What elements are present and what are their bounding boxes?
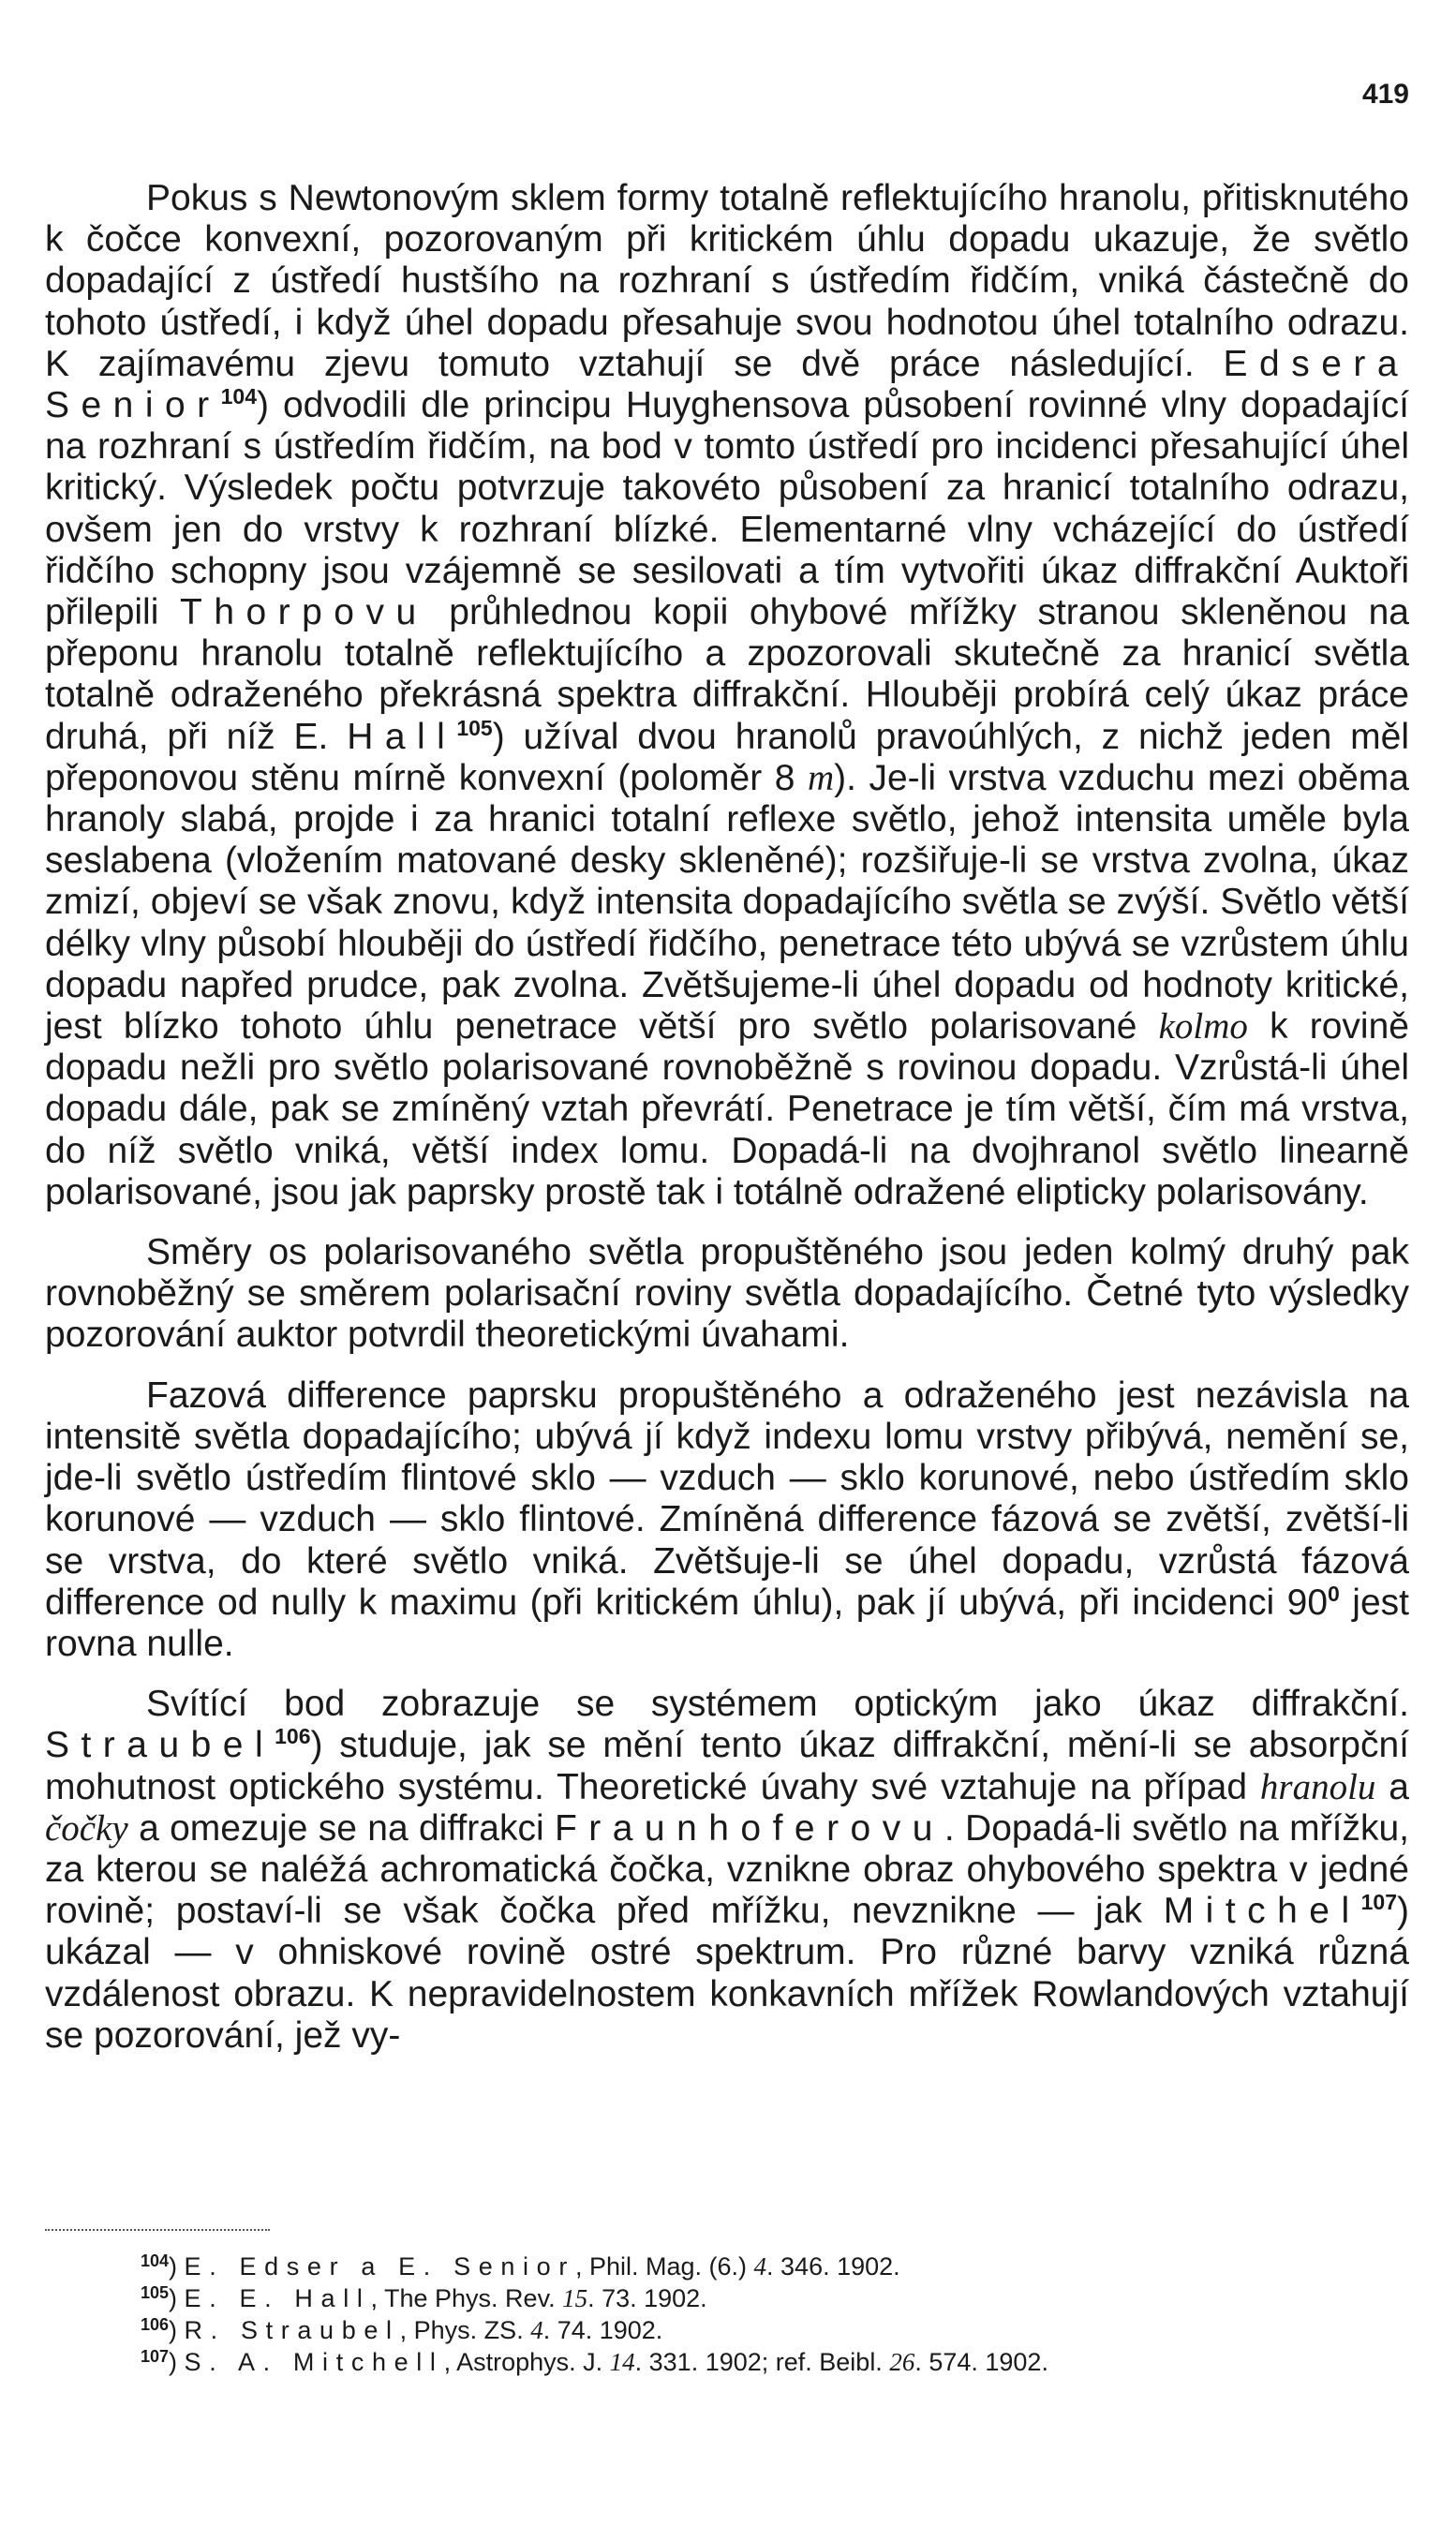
footnote-citation: , Phys. ZS. bbox=[399, 2316, 531, 2344]
footnote-mark: 107 bbox=[141, 2347, 170, 2366]
text-run: ). Je-li vrstva vzduchu mezi oběma hranoly slabá, projde i za hranici totalní reflexe světlo, jehož intensita uměle byla seslabena (vložením matované desky skleněné); rozšiřuje-li se vrstva zvolna, úkaz zmizí, objeví se však znovu, když intensita dopadajícího světla se zvýší. Světlo větší délky vlny působí hlouběji do ústředí řidčího, penetrace této ubývá se vzrůstem úhlu dopadu napřed prudce, pak zvolna. Zvětšujeme-li úhel dopadu od hodnoty kritické, jest blízko tohoto úhlu penetrace větší pro světlo polarisované bbox=[45, 757, 1409, 1048]
footnote-106: $^{106}$) R. Straubel, Phys. ZS. 4. 74. 1902. bbox=[141, 2315, 663, 2344]
emphasis: kolmo bbox=[1158, 1006, 1248, 1048]
text-run: ) užíval dvou hranolů pravoúhlých, z nichž jeden měl přeponovou stěnu mírně konvexní (poloměr 8 bbox=[45, 716, 1409, 798]
footnote-divider bbox=[45, 2229, 270, 2231]
author-name: Hall bbox=[347, 716, 457, 757]
text-run: . Dopadá-li světlo na mřížku, za kterou se naléžá achromatická čočka, vznikne obraz ohybového spektra v jedné rovině; postaví-li se však čočka před mřížku, nevznikne — jak bbox=[45, 1807, 1409, 1932]
author-name: Fraunhoferovu bbox=[554, 1807, 944, 1849]
text-run: Pokus s Newtonovým sklem formy totalně reflektujícího hranolu, přitisknutého k čočce konvexní, pozorovaným při kritickém úhlu dopadu ukazuje, že světlo dopadající z ústředí hustšího na rozhraní s ústředím řidčím, vniká částečně do tohoto ústředí, i když úhel dopadu přesahuje svou hodnotou úhel totalního odrazu. K zajímavému zjevu tomuto vztahují se dvě práce následující. bbox=[45, 178, 1409, 384]
footnote-pages: . 331. 1902; ref. Beibl. bbox=[634, 2348, 890, 2376]
footnote-volume: 4 bbox=[753, 2252, 767, 2281]
text-run: a bbox=[1375, 1766, 1409, 1807]
footnote-authors: E. E. Hall bbox=[184, 2284, 371, 2312]
author-name: Thorpovu bbox=[180, 592, 428, 633]
footnote-citation: , The Phys. Rev. bbox=[370, 2284, 563, 2312]
footnote-authors: S. A. Mitchell bbox=[184, 2348, 444, 2376]
footnote-ref: 106 bbox=[275, 1724, 311, 1749]
text-run: ) studuje, jak se mění tento úkaz diffrakční, mění-li se absorpční mohutnost optického systému. Theoretické úvahy své vztahuje na případ bbox=[45, 1725, 1409, 1807]
footnote-pages: . 73. 1902. bbox=[587, 2284, 707, 2312]
unit-symbol: m bbox=[807, 757, 835, 798]
footnote-mark: 105 bbox=[141, 2283, 170, 2302]
text-run: ) odvodili dle principu Huyghensova působení rovinné vlny dopadající na rozhraní s ústředím řidčím, na bod v tomto ústředí pro incidenci přesahující úhel kritický. Výsledek počtu potvrzuje takovéto působení za hranicí totalního odrazu, ovšem jen do vrstvy k rozhraní blízké. Elementarné vlny vcházející do ústředí řidčího schopny jsou vzájemně se sesilovati a tím vytvořiti úkaz diffrakční Auktoři přilepili bbox=[45, 385, 1409, 633]
footnotes bbox=[141, 2251, 1359, 2378]
emphasis: hranolu bbox=[1259, 1766, 1376, 1807]
footnote-authors: E. Edser a E. Senior bbox=[184, 2252, 575, 2281]
footnote-104: $^{104}$) E. Edser a E. Senior, Phil. Mag. (6.) 4. 346. 1902. bbox=[141, 2251, 900, 2281]
footnote-mark: 106 bbox=[141, 2315, 170, 2334]
author-name: Edsera Senior bbox=[45, 343, 1409, 426]
text-run: Směry os polarisovaného světla propuštěného jsou jeden kolmý druhý pak rovnoběžný se směrem polarisační roviny světla dopadajícího. Četné tyto výsledky pozorování auktor potvrdil theoretickými úvahami. bbox=[45, 1232, 1409, 1356]
footnote-pages: . 346. 1902. bbox=[766, 2252, 900, 2281]
text-run: Fazová difference paprsku propuštěného a odraženého jest nezávisla na intensitě světla dopadajícího; ubývá jí když indexu lomu vrstvy přibývá, nemění se, jde-li světlo ústředím flintové sklo — vzduch — sklo korunové, nebo ústředím sklo korunové — vzduch — sklo flintové. Zmíněná difference fázová se zvětší, zvětší-li se vrstva, do které světlo vniká. Zvětšuje-li se úhel dopadu, vzrůstá fázová difference od nully k maximu (při kritickém úhlu), pak jí ubývá, při incidenci 90 bbox=[45, 1374, 1409, 1623]
degree-mark: 0 bbox=[1328, 1581, 1340, 1606]
text-run: a omezuje se na diffrakci bbox=[127, 1807, 555, 1849]
footnote-107: $^{107}$) S. A. Mitchell, Astrophys. J. 14. 331. 1902; ref. Beibl. 26. 574. 1902. bbox=[141, 2347, 1048, 2376]
footnote-pages: . 74. 1902. bbox=[542, 2316, 663, 2344]
emphasis: čočky bbox=[45, 1807, 128, 1849]
author-name: Mitchel bbox=[1163, 1891, 1361, 1932]
text-run: ) ukázal — v ohniskové rovině ostré spektrum. Pro různé barvy vzniká různá vzdálenost obrazu. K nepravidelnostem konkavních mřížek Rowlandových vztahují se pozorování, jež vy- bbox=[45, 1891, 1409, 2056]
paragraph-phase-difference bbox=[45, 1375, 1409, 1665]
footnote-ref: 104 bbox=[220, 384, 257, 409]
author-name: Straubel bbox=[45, 1725, 275, 1766]
footnote-105: $^{105}$) E. E. Hall, The Phys. Rev. 15. 73. 1902. bbox=[141, 2283, 707, 2312]
footnote-volume: 15 bbox=[562, 2284, 588, 2312]
text-run: průhlednou kopii ohybové mřížky stranou skleněnou na přeponu hranolu totalně reflektujícího a zpozorovali skutečně za hranicí světla totalně odraženého překrásná spektra diffrakční. Hlouběji probírá celý úkaz práce druhá, při níž E. bbox=[45, 592, 1410, 757]
body-text bbox=[45, 178, 1409, 2075]
footnote-volume: 4 bbox=[530, 2316, 543, 2344]
footnote-ref: 105 bbox=[456, 715, 493, 740]
footnote-authors: R. Straubel bbox=[184, 2316, 400, 2344]
footnote-pages: . 574. 1902. bbox=[914, 2348, 1048, 2376]
paragraph-total-reflection bbox=[45, 178, 1409, 1213]
footnote-mark: 104 bbox=[141, 2251, 170, 2270]
text-run: Svítící bod zobrazuje se systémem optickým jako úkaz diffrakční. bbox=[146, 1684, 1409, 1725]
paragraph-diffraction-image bbox=[45, 1684, 1409, 2057]
text-run: jest rovna nulle. bbox=[45, 1582, 1409, 1664]
footnote-ref: 107 bbox=[1360, 1890, 1397, 1915]
footnote-citation: , Astrophys. J. bbox=[443, 2348, 610, 2376]
footnote-citation: , Phil. Mag. (6.) bbox=[574, 2252, 754, 2281]
paragraph-polarisation-axes bbox=[45, 1232, 1409, 1357]
page-number: 419 bbox=[1361, 79, 1409, 110]
footnote-volume: 26 bbox=[889, 2348, 915, 2376]
text-run: k rovině dopadu nežli pro světlo polarisované rovnoběžně s rovinou dopadu. Vzrůstá-li úhel dopadu dále, pak se zmíněný vztah převrátí. Penetrace je tím větší, čím má vrstva, do níž světlo vniká, větší index lomu. Dopadá-li na dvojhranol světlo linearně polarisované, jsou jak paprsky prostě tak i totálně odražené elipticky polarisovány. bbox=[45, 1006, 1409, 1212]
footnote-volume: 14 bbox=[609, 2348, 635, 2376]
